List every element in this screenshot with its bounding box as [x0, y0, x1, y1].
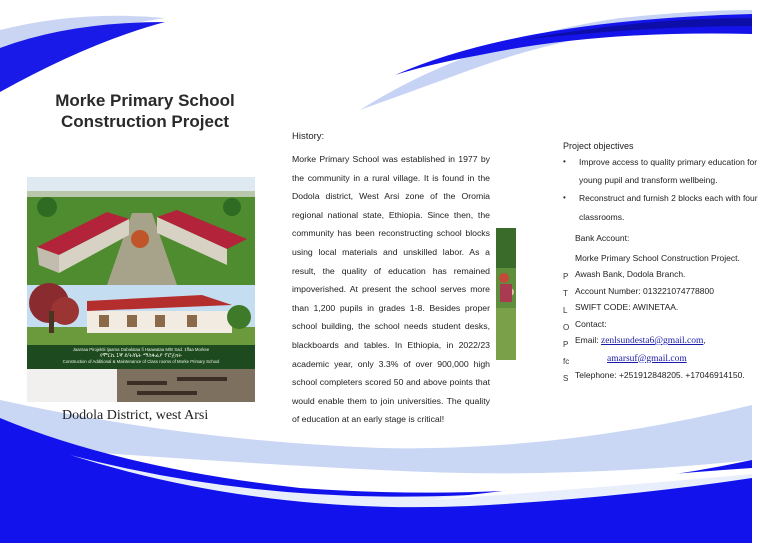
swift-code: SWIFT CODE: AWINETAA. — [575, 302, 679, 312]
objectives-heading: Project objectives — [563, 141, 634, 151]
fragment-letter: fc — [563, 357, 570, 366]
title-line-2: Construction Project — [60, 112, 230, 131]
hidden-column-fragment — [563, 268, 573, 387]
brochure-title — [30, 90, 260, 132]
objective-item — [563, 226, 763, 229]
history-heading: History: — [292, 131, 325, 142]
email-line-2 — [575, 350, 765, 368]
bank-name: Awash Bank, Dodola Branch. — [575, 269, 686, 279]
banner-line-2: የሞርኬ 1ኛ ደ/ት/ቤት ማስፋፊያ ፕሮጀክት — [100, 353, 182, 360]
title-line-1: Morke Primary School — [55, 91, 235, 110]
account-name: Morke Primary School Construction Project. — [575, 252, 740, 263]
objective-item: • Reconstruct and furnish 2 blocks each with four classrooms. — [563, 189, 763, 225]
photo-caption-banner — [31, 347, 251, 366]
bank-account-section — [575, 230, 765, 384]
school-rendering-photo — [27, 177, 255, 402]
fragment-letter: P — [563, 340, 569, 349]
fragment-letter: L — [563, 306, 568, 315]
school-rendering-illustration — [27, 177, 255, 402]
fragment-letter: P — [563, 272, 569, 281]
email-link-2[interactable]: amarsuf@gmail.com — [607, 353, 687, 364]
banner-line-1: Jaarsaa Pirojektii Ijaarsa Dabalataa fi Haawataa M/B Sad. 1ffaa Morkee — [72, 347, 210, 352]
banner-line-3: Construction of Additional & Maintenance of Class rooms of Morke Primary School — [62, 359, 220, 365]
partial-photo-strip — [496, 228, 516, 360]
crowd-photo-fragment — [496, 228, 516, 360]
fragment-letter: O — [563, 323, 570, 332]
email-label: Email: — [575, 335, 601, 345]
fragment-letter: S — [563, 374, 569, 383]
email-link-1[interactable]: zenlsundesta6@gmail.com — [600, 336, 704, 346]
history-text: Morke Primary School was established in 1977 by the community in a rural village. It is found in the Dodola district, West Arsi zone of the Oromia regional national state, Ethiopia. Since then, the community has been reconstructing school blocks using local materials and unskilled labor. As a result, the quality of education has remained impoverished. At present the school serves more than 1,200 pupils in grades 1-8. Besides proper school building, the school needs student desks, blackboards and tables. In Ethiopia, in 2022/23 academic year, only 3.3% of over 900,000 high school completers scored 50 and above points that would enable them to join universities. The quality of education at an early stage is critical! — [292, 154, 490, 425]
district-caption: Dodola District, west Arsi — [62, 408, 209, 423]
telephone: Telephone: +251912848205. +17046914150. — [575, 370, 745, 380]
objective-item: • Improve access to quality primary education for young pupil and transform wellbeing. — [563, 153, 763, 189]
account-number: Account Number: 013221074778800 — [575, 285, 714, 296]
fragment-letter: T — [563, 289, 568, 298]
bank-heading: Bank Account: — [575, 233, 630, 243]
email-line: Email: zenlsundesta6@gmail.com, — [575, 335, 706, 346]
contact-label: Contact: — [575, 318, 607, 329]
objectives-list — [563, 153, 763, 229]
